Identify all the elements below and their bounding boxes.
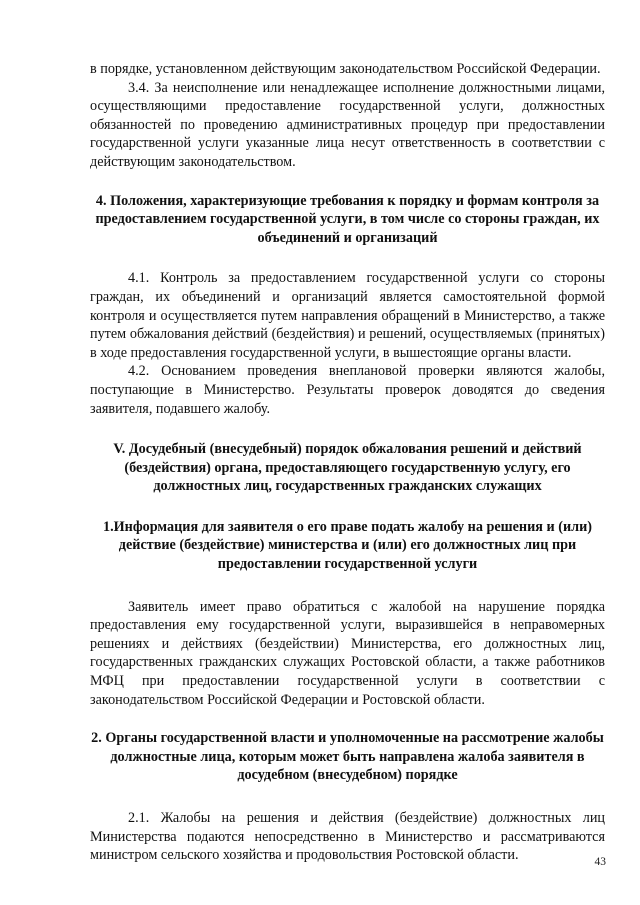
subsection-2-heading: 2. Органы государственной власти и уполномоченные на рассмотрение жалобы должностные лица, которым может быть направлена жалоба заявителя в досудебном (внесудебном) порядке	[91, 730, 604, 784]
paragraph-4-2: 4.2. Основанием проведения внеплановой проверки являются жалобы, поступающие в Министерство. Результаты проверок доводятся до сведения заявителя, подавшего жалобу.	[90, 363, 605, 417]
paragraph-2-1: 2.1. Жалобы на решения и действия (бездействие) должностных лиц Министерства подаются непосредственно в Министерство и рассматриваются министром сельского хозяйства и продовольствия Ростовской области.	[90, 810, 605, 864]
section-4-heading: 4. Положения, характеризующие требования к порядку и формам контроля за предоставлением государственной услуги, в том числе со стороны граждан, их объединений и организаций	[95, 192, 600, 246]
section-5-heading: V. Досудебный (внесудебный) порядок обжалования решений и действий (бездействия) органа, предоставляющего государственную услугу, его должностных лиц, государственных гражданских служащих	[113, 441, 582, 495]
paragraph-4-1: 4.1. Контроль за предоставлением государственной услуги со стороны граждан, их объединений и организаций является самостоятельной формой контроля и осуществляется путем направления обращений в Министерство, а также путем обжалования действий (бездействия) и решений, осуществляемых (принятых) в ходе предоставления государственной услуги, в вышестоящие органы власти.	[90, 270, 605, 361]
page-number: 43	[594, 856, 606, 868]
document-page	[90, 60, 605, 865]
paragraph-complaint-right: Заявитель имеет право обратиться с жалобой на нарушение порядка предоставления ему государственной услуги, выразившейся в неправомерных решениях и действиях (бездействии) Министерства, его должностных лиц, государственных гражданских служащих Ростовской области, а также работников МФЦ при предоставлении государственной услуги в соответствии с законодательством Российской Федерации и Ростовской области.	[90, 598, 605, 708]
paragraph-3-4: 3.4. За неисполнение или ненадлежащее исполнение должностными лицами, осуществляющими предоставление государственной услуги, должностных обязанностей по проведению административных процедур при предоставлении государственной услуги указанные лица несут ответственность в соответствии с действующим законодательством.	[90, 79, 605, 170]
subsection-1-heading: 1.Информация для заявителя о его праве подать жалобу на решения и (или) действие (бездействие) министерства и (или) его должностных лиц при предоставлении государственной услуги	[103, 518, 592, 573]
paragraph-continuation: в порядке, установленном действующим законодательством Российской Федерации.	[90, 61, 601, 77]
